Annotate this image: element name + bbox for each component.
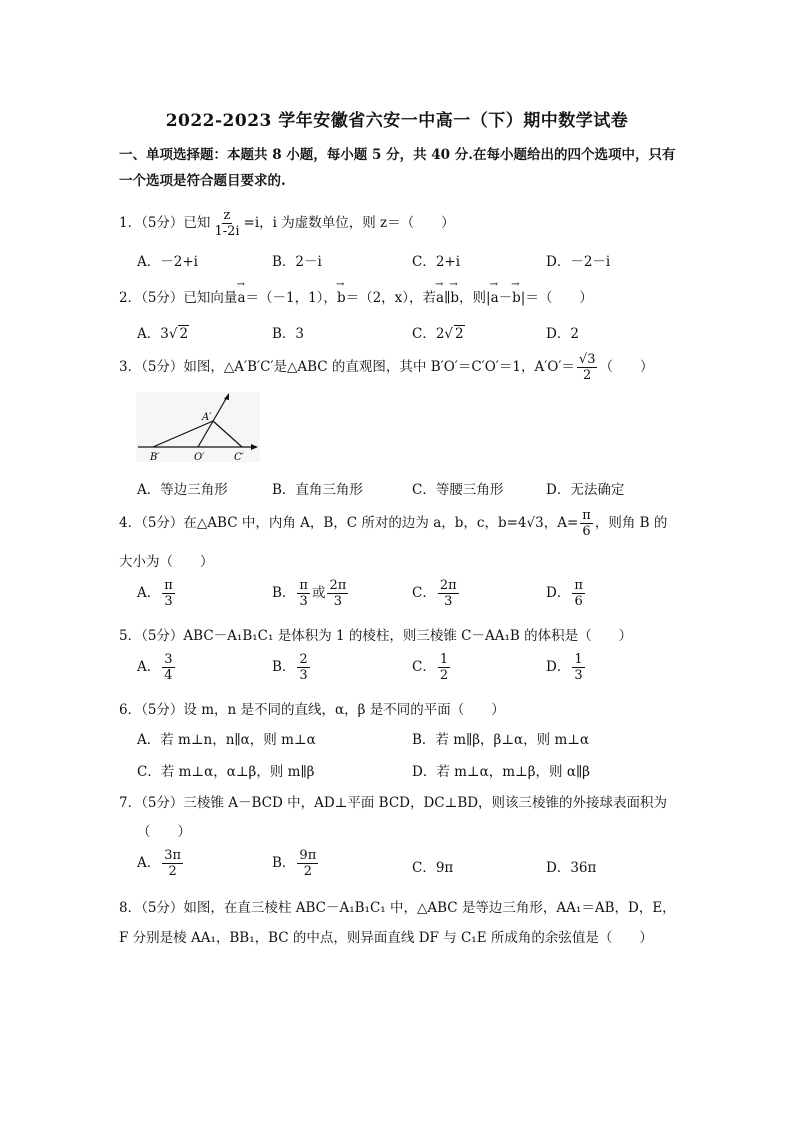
q1-option-c: C．2+i <box>412 254 461 270</box>
frac-num: 2 <box>299 652 308 667</box>
q7-opt-b-frac <box>297 848 318 879</box>
sqrt-symbol: √ <box>444 326 454 342</box>
q3-text: 3．（5分）如图，△A′B′C′是△ABC 的直观图，其中 B′O′＝C′O′＝1，A′O′＝ <box>119 359 575 375</box>
section-heading-line1: 一、单项选择题：本题共 8 小题，每小题 5 分，共 40 分.在每小题给出的四个选项中，只有 <box>119 147 676 163</box>
q5-option-c <box>412 652 452 683</box>
question-3 <box>119 352 653 383</box>
question-8-line1: 8．（5分）如图，在直三棱柱 ABC－A₁B₁C₁ 中，△ABC 是等边三角形，AA₁＝AB，D，E， <box>119 900 676 916</box>
q4-suffix: ，则角 B 的 <box>594 515 668 531</box>
label-b-prime: B′ <box>150 452 160 462</box>
q4-opt-d-frac <box>572 578 585 609</box>
q3-option-c: C．等腰三角形 <box>412 482 504 498</box>
vector-a: → a <box>237 290 245 306</box>
q1-prefix: 1．（5分）已知 <box>119 215 211 231</box>
q4-opt-a-frac <box>162 578 175 609</box>
q7-opt-a-label: A． <box>137 855 161 871</box>
q4-opt-b-or: 或 <box>311 585 326 601</box>
q2-opt-a-rad: 2 <box>179 326 189 342</box>
q1-suffix: =i，i 为虚数单位，则 z＝（ ） <box>243 215 455 231</box>
q2-text-c: ＝（2，x），若 <box>345 290 437 306</box>
q1-frac-den: 1-2i <box>214 224 240 239</box>
q2-text-a: 2．（5分）已知向量 <box>119 290 238 306</box>
q1-fraction <box>212 208 241 239</box>
q2-text-b: ＝（－1，1）， <box>245 290 337 306</box>
frac-num: π <box>299 578 308 593</box>
page-title: 2022-2023 学年安徽省六安一中高一（下）期中数学试卷 <box>165 111 629 131</box>
label-c-prime: C′ <box>234 452 244 462</box>
q2-option-a <box>137 322 189 342</box>
q7-opt-a-frac <box>162 848 183 879</box>
frac-den: 3 <box>164 594 173 609</box>
q4-opt-c-frac <box>438 578 459 609</box>
q2-opt-c-coef: C．2 <box>412 326 445 342</box>
q6-option-d: D．若 m⊥α，m⊥β，则 α∥β <box>412 764 590 780</box>
frac-num: 3 <box>164 652 173 667</box>
q3-frac-den: 2 <box>583 368 592 383</box>
q3-fraction <box>577 352 598 383</box>
q4-frac-den: 6 <box>582 524 591 539</box>
vector-a-2: → a <box>436 290 444 306</box>
q5-option-b <box>272 652 312 683</box>
q3-suffix: （ ） <box>599 359 654 375</box>
frac-den: 2 <box>439 668 449 683</box>
q7-option-a <box>137 848 185 879</box>
q4-option-c <box>412 578 461 609</box>
q7-line2: （ ） <box>137 824 191 840</box>
question-8-line2: F 分别是棱 AA₁，BB₁，BC 的中点，则异面直线 DF 与 C₁E 所成角的余弦值是（ ） <box>119 930 653 946</box>
q4-text: 4．（5分）在△ABC 中，内角 A，B，C 所对的边为 a，b，c，b=4√3，A= <box>119 515 579 531</box>
q2-text-g: |＝（ ） <box>520 290 593 306</box>
frac-num: π <box>574 578 583 593</box>
q7-option-b <box>272 848 320 879</box>
frac-den: 3 <box>333 594 343 609</box>
q1-frac-num: z <box>223 208 231 223</box>
q3-frac-num: √3 <box>578 352 596 367</box>
frac-den: 3 <box>574 668 583 683</box>
frac-num: π <box>164 578 173 593</box>
q5-option-a <box>137 652 177 683</box>
frac-den: 6 <box>574 594 583 609</box>
q6-option-c: C．若 m⊥α，α⊥β，则 m∥β <box>137 764 315 780</box>
question-4 <box>119 508 667 539</box>
label-o-prime: O′ <box>194 452 205 462</box>
frac-num: 3π <box>164 848 182 863</box>
vector-b: → b <box>337 290 346 306</box>
q4-opt-d-label: D． <box>546 585 571 601</box>
q3-option-d: D．无法确定 <box>546 482 625 498</box>
q2-option-b: B．3 <box>272 326 305 342</box>
question-1 <box>119 208 455 239</box>
vector-b-2: → b <box>450 290 459 306</box>
q1-option-b: B．2－i <box>272 254 322 270</box>
vector-a-3: → a <box>491 290 499 306</box>
q2-opt-c-rad: 2 <box>455 326 464 342</box>
q3-option-a: A．等边三角形 <box>137 482 228 498</box>
q7-option-c: C．9π <box>412 860 454 876</box>
q4-option-d <box>546 578 587 609</box>
q6-option-b: B．若 m∥β，β⊥α，则 m⊥α <box>412 732 590 748</box>
q3-figure <box>136 392 260 462</box>
q4-opt-b-frac1 <box>297 578 310 609</box>
q5-opt-a-frac <box>162 652 174 683</box>
q4-line2: 大小为（ ） <box>119 554 214 570</box>
q2-minus: － <box>498 290 513 306</box>
q7-opt-b-label: B． <box>272 855 296 871</box>
question-7: 7．（5分）三棱锥 A－BCD 中，AD⊥平面 BCD，DC⊥BD，则该三棱锥的外接球表面积为 <box>119 795 668 811</box>
q4-frac-num: π <box>582 508 591 523</box>
section-heading-line2: 一个选项是符合题目要求的. <box>119 173 286 189</box>
q5-opt-d-label: D． <box>546 659 571 675</box>
frac-den: 2 <box>303 864 312 879</box>
q5-opt-c-label: C． <box>412 659 436 675</box>
q5-opt-a-label: A． <box>137 659 161 675</box>
sqrt-symbol: √ <box>168 326 178 342</box>
q6-option-a: A．若 m⊥n，n∥α，则 m⊥α <box>137 732 316 748</box>
frac-num: 2π <box>439 578 457 593</box>
q4-opt-a-label: A． <box>137 585 161 601</box>
label-a-prime: A′ <box>202 412 212 423</box>
frac-num: 2π <box>329 578 347 593</box>
frac-den: 2 <box>168 864 177 879</box>
q4-opt-b-label: B． <box>272 585 296 601</box>
q5-opt-b-label: B． <box>272 659 296 675</box>
frac-num: 9π <box>299 848 317 863</box>
q5-option-d <box>546 652 587 683</box>
q2-parallel: ∥ <box>444 290 451 306</box>
frac-num: 1 <box>574 652 583 667</box>
frac-den: 3 <box>299 668 308 683</box>
q3-option-b: B．直角三角形 <box>272 482 363 498</box>
q4-opt-c-label: C． <box>412 585 436 601</box>
q2-option-d: D．2 <box>546 326 579 342</box>
q4-option-b <box>272 578 350 609</box>
q2-opt-a-coef: A．3 <box>137 326 169 342</box>
section-heading <box>119 142 679 194</box>
question-5: 5．（5分）ABC－A₁B₁C₁ 是体积为 1 的棱柱，则三棱锥 C－AA₁B 的体积是（ ） <box>119 628 633 644</box>
q1-option-a: A．－2+i <box>137 254 198 270</box>
q5-opt-b-frac <box>297 652 309 683</box>
q5-opt-d-frac <box>572 652 584 683</box>
frac-den: 4 <box>164 668 173 683</box>
question-2 <box>119 286 593 306</box>
q2-option-c <box>412 322 465 342</box>
question-6: 6．（5分）设 m，n 是不同的直线，α，β 是不同的平面（ ） <box>119 702 505 718</box>
frac-den: 3 <box>299 594 308 609</box>
frac-den: 3 <box>444 594 453 609</box>
q7-option-d: D．36π <box>546 860 597 876</box>
q4-option-a <box>137 578 177 609</box>
q4-opt-b-frac2 <box>327 578 348 609</box>
q2-text-e: ，则| <box>459 290 491 306</box>
q5-opt-c-frac <box>438 652 450 683</box>
frac-num: 1 <box>439 652 449 667</box>
vector-b-3: → b <box>512 290 521 306</box>
q4-fraction <box>580 508 593 539</box>
q1-option-d: D．－2－i <box>546 254 611 270</box>
